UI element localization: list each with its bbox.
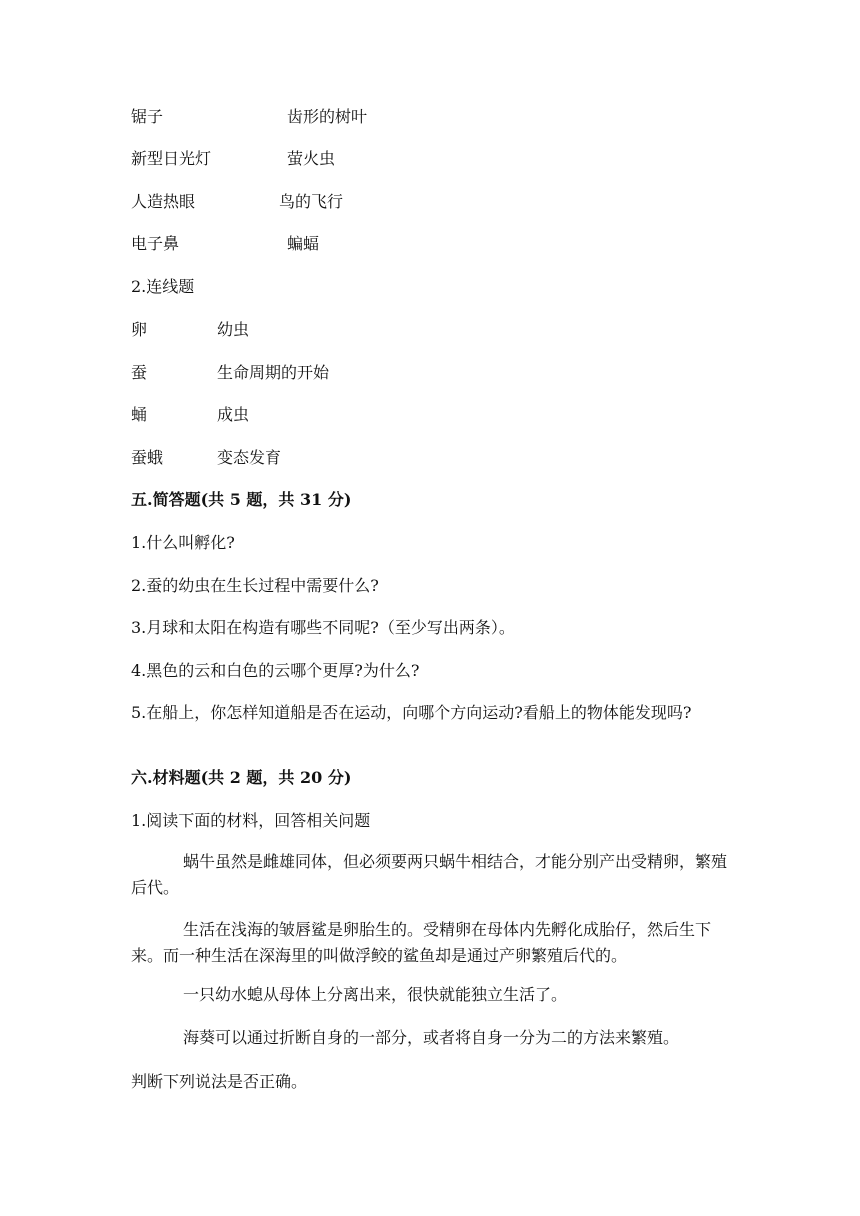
- section6-question-1-title: 1.阅读下面的材料，回答相关问题: [131, 811, 371, 830]
- match1-left-2: 新型日光灯: [131, 149, 212, 168]
- match1-left-1: 锯子: [131, 107, 164, 126]
- section5-question-2: 2.蚕的幼虫在生长过程中需要什么?: [131, 576, 379, 595]
- match2-left-3: 蛹: [131, 405, 148, 424]
- match2-left-4: 蚕蛾: [131, 448, 164, 467]
- match1-right-2: 萤火虫: [287, 149, 336, 168]
- match1-right-4: 蝙蝠: [287, 234, 320, 253]
- match1-left-3: 人造热眼: [131, 192, 196, 211]
- match2-right-1: 幼虫: [217, 320, 250, 339]
- match2-left-1: 卵: [131, 320, 148, 339]
- match2-right-2: 生命周期的开始: [217, 363, 330, 382]
- section6-heading: 六.材料题(共 2 题，共 20 分): [131, 768, 352, 787]
- match2-title: 2.连线题: [131, 277, 195, 296]
- material-paragraph-1: 蜗牛虽然是雌雄同体，但必须要两只蜗牛相结合，才能分别产出受精卵，繁殖后代。: [131, 852, 728, 897]
- material-paragraph-4: 海葵可以通过折断自身的一部分，或者将自身一分为二的方法来繁殖。: [183, 1028, 680, 1047]
- match1-right-3: 鸟的飞行: [279, 192, 344, 211]
- match2-right-4: 变态发育: [217, 448, 282, 467]
- section5-question-1: 1.什么叫孵化?: [131, 533, 235, 552]
- match1-left-4: 电子鼻: [131, 234, 180, 253]
- material-paragraph-2: 生活在浅海的皱唇鲨是卵胎生的。受精卵在母体内先孵化成胎仔，然后生下来。而一种生活在深海里的叫做浮鲛的鲨鱼却是通过产卵繁殖后代的。: [131, 920, 712, 965]
- match2-left-2: 蚕: [131, 363, 148, 382]
- judge-prompt: 判断下列说法是否正确。: [131, 1072, 308, 1091]
- section5-question-3: 3.月球和太阳在构造有哪些不同呢?（至少写出两条）。: [131, 618, 515, 637]
- match1-right-1: 齿形的树叶: [287, 107, 368, 126]
- material-paragraph-3: 一只幼水螅从母体上分离出来，很快就能独立生活了。: [183, 985, 568, 1004]
- section5-question-5: 5.在船上，你怎样知道船是否在运动，向哪个方向运动?看船上的物体能发现吗?: [131, 703, 692, 722]
- section5-question-4: 4.黑色的云和白色的云哪个更厚?为什么?: [131, 661, 420, 680]
- section5-heading: 五.简答题(共 5 题，共 31 分): [131, 490, 352, 509]
- match2-right-3: 成虫: [217, 405, 250, 424]
